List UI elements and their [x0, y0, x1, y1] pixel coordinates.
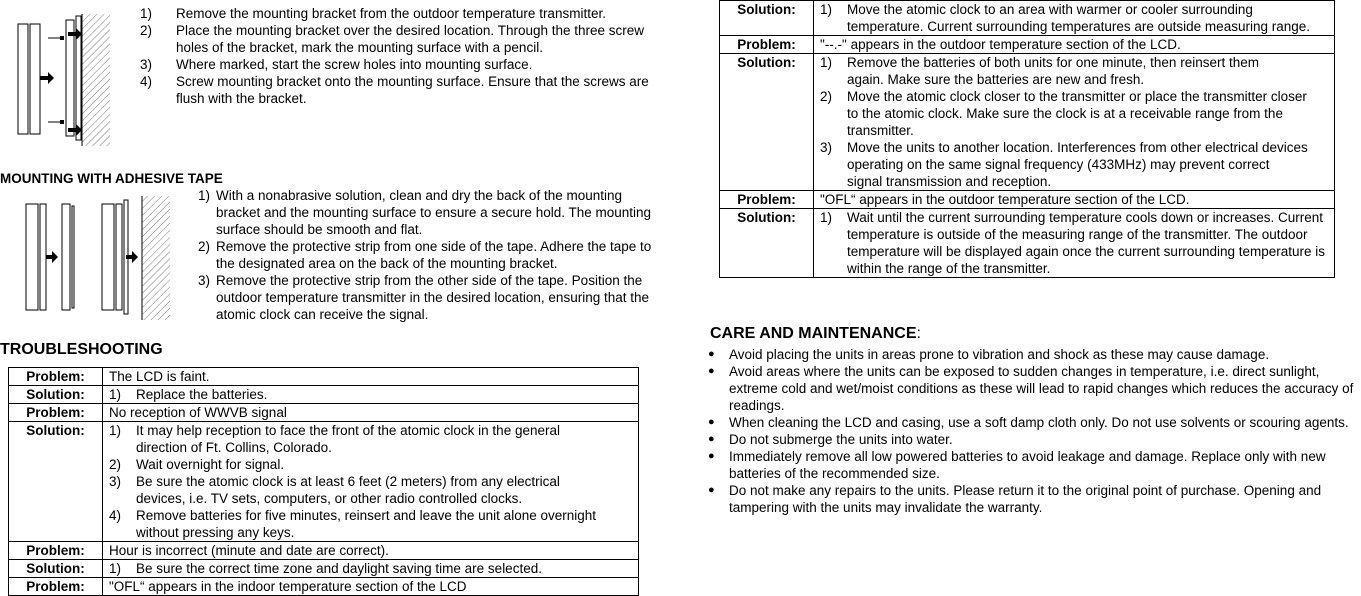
- care-list: [704, 346, 1361, 516]
- adhesive-steps: [198, 187, 660, 323]
- table-row: Problem: No reception of WWVB signal: [9, 404, 639, 422]
- bullet-icon: ●: [708, 433, 715, 445]
- table-row: Solution: 1) Replace the batteries.: [9, 386, 639, 404]
- table-row: Solution: 1) It may help reception to face the front of the atomic clock in the general direction of Ft. Collins, Colorado. 2) Wait overnight for signal. 3) Be sure the atomic clock is at least 6 feet (2 meters) from any electrical devices, i.e. TV sets, computers, or other radio controlled clocks. 4) Remove batteries for five minutes, reinsert and leave the unit alone overnight without pressing any keys.: [9, 422, 639, 542]
- list-item: 1) With a nonabrasive solution, clean and dry the back of the mounting bracket and the mounting surface to ensure a secure hold. The mounting surface should be smooth and flat.: [198, 188, 652, 237]
- table-row: Problem: Hour is incorrect (minute and date are correct).: [9, 542, 639, 560]
- table-row: Solution: 1) Be sure the correct time zone and daylight saving time are selected.: [9, 560, 639, 578]
- adhesive-heading: MOUNTING WITH ADHESIVE TAPE: [0, 171, 223, 186]
- list-item: ● When cleaning the LCD and casing, use a soft damp cloth only. Do not use solvents or scouring agents.: [704, 414, 1361, 431]
- care-heading: CARE AND MAINTENANCE:: [710, 325, 921, 342]
- list-item: 2) Remove the protective strip from one side of the tape. Adhere the tape to the designated area on the back of the mounting bracket.: [198, 239, 652, 271]
- troubleshooting-table-left: [8, 367, 639, 596]
- bullet-icon: ●: [708, 365, 715, 377]
- list-item: ● Avoid areas where the units can be exposed to sudden changes in temperature, i.e. direct sunlight, extreme cold and wet/moist conditions as these will lead to rapid changes which reduces the accuracy of readings.: [704, 363, 1361, 414]
- list-item: 3) Where marked, start the screw holes into mounting surface.: [140, 57, 533, 72]
- table-row: Problem: "OFL“ appears in the indoor temperature section of the LCD: [9, 578, 639, 596]
- troubleshooting-table-right: [719, 0, 1335, 278]
- list-item: 1) Remove the mounting bracket from the outdoor temperature transmitter.: [140, 6, 606, 21]
- table-row: Solution: 1) Remove the batteries of both units for one minute, then reinsert them again. Make sure the batteries are new and fresh. 2) Move the atomic clock closer to the transmitter or place the transmitter closer to the atomic clock. Make sure the clock is at a receivable range from the transmitter. 3) Move the units to another location. Interferences from other electrical devices operating on the same signal frequency (433MHz) may prevent correct signal transmission and reception.: [720, 54, 1335, 191]
- troubleshooting-heading: TROUBLESHOOTING: [0, 341, 163, 358]
- table-row: Solution: 1) Move the atomic clock to an area with warmer or cooler surrounding temperature. Current surrounding temperatures are outside measuring range.: [720, 1, 1335, 36]
- list-item: ● Immediately remove all low powered batteries to avoid leakage and damage. Replace only with new batteries of the recommended size.: [704, 448, 1361, 482]
- screw-mounting-steps: [140, 5, 660, 107]
- list-item: ● Do not make any repairs to the units. Please return it to the original point of purchase. Opening and tampering with the units may invalidate the warranty.: [704, 482, 1361, 516]
- table-row: Problem: The LCD is faint.: [9, 368, 639, 386]
- screw-mounting-diagram: [14, 12, 114, 148]
- list-item: 3) Remove the protective strip from the other side of the tape. Position the outdoor temperature transmitter in the desired location, ensuring that the atomic clock can receive the signal.: [198, 273, 649, 322]
- bullet-icon: ●: [708, 416, 715, 428]
- bullet-icon: ●: [708, 450, 715, 462]
- list-item: ● Avoid placing the units in areas prone to vibration and shock as these may cause damage.: [704, 346, 1361, 363]
- bullet-icon: ●: [708, 484, 715, 496]
- bullet-icon: ●: [708, 348, 715, 360]
- table-row: Solution: 1) Wait until the current surrounding temperature cools down or increases. Current temperature is outside of the measuring range of the transmitter. The outdoor temperature will be displayed again once the current surrounding temperature is within the range of the transmitter.: [720, 209, 1335, 278]
- adhesive-mounting-diagram: [22, 194, 172, 322]
- list-item: 4) Screw mounting bracket onto the mounting surface. Ensure that the screws are flush with the bracket.: [140, 74, 649, 106]
- table-row: Problem: "OFL“ appears in the outdoor temperature section of the LCD.: [720, 191, 1335, 209]
- table-row: Problem: "--.-" appears in the outdoor temperature section of the LCD.: [720, 36, 1335, 54]
- list-item: ● Do not submerge the units into water.: [704, 431, 1361, 448]
- list-item: 2) Place the mounting bracket over the desired location. Through the three screw holes of the bracket, mark the mounting surface with a pencil.: [140, 23, 645, 55]
